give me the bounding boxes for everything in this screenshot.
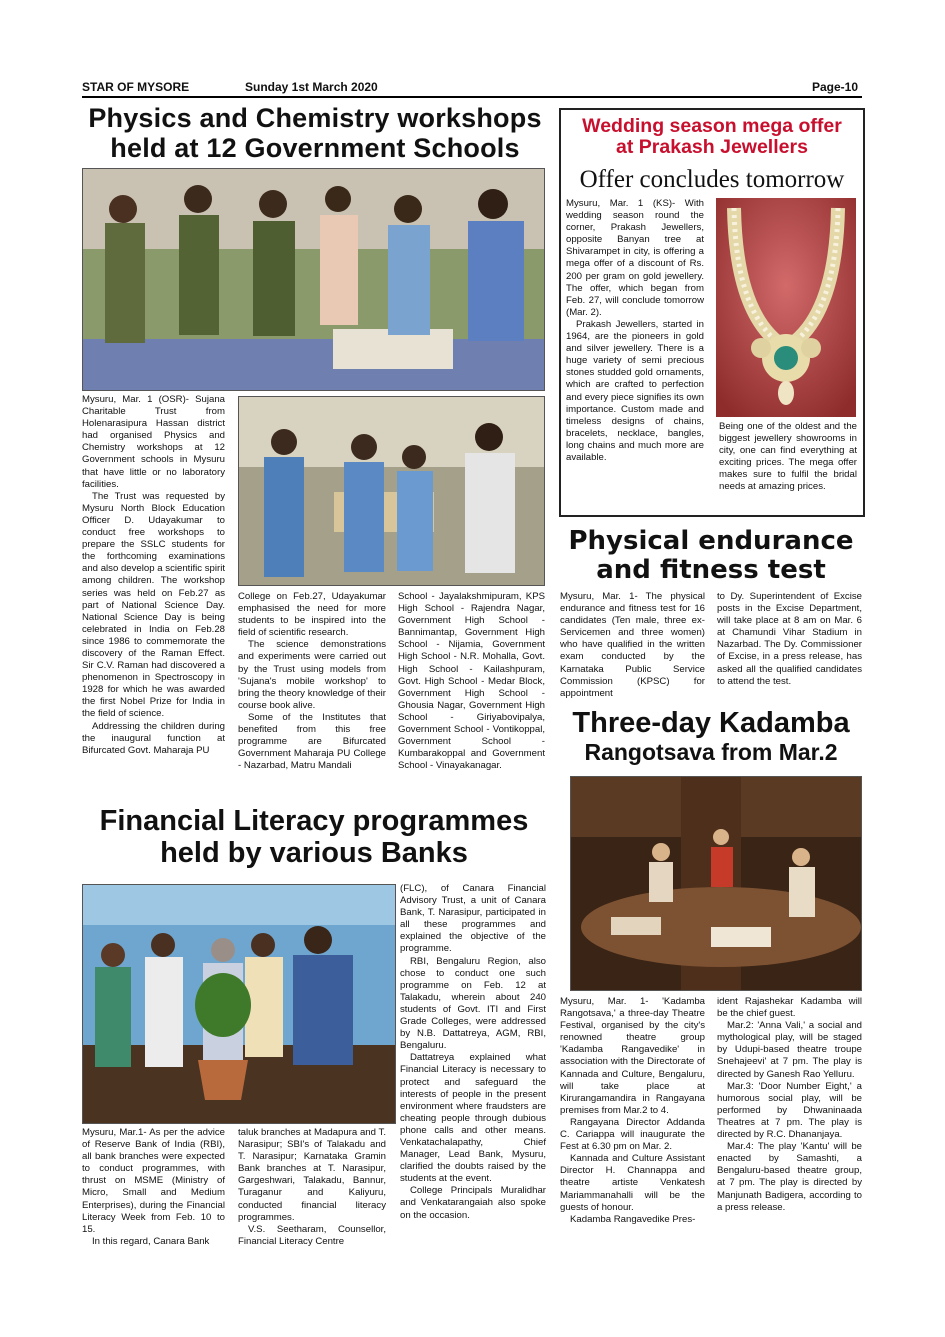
issue-date: Sunday 1st March 2020 xyxy=(245,80,378,94)
physics-col1-para: The Trust was requested by Mysuru North Block Education Officer D. Udayakumar to conduct free workshops to prepare the SSLC students for the forthcoming examinations and also develop a scientific spirit among children. The workshop series was held on Feb.27 as part of National Science Day. National Science Day is being celebrated in India on Feb.28 since 1986 to commemorate the discovery of the Raman Effect. Sir C.V. Raman had discovered a phenomenon in Spectroscopy in 1928 for which he was awarded the first Nobel Prize for India in the field of science. xyxy=(82,490,225,720)
kadamba-col2-para: Mar.3: 'Door Number Eight,' a humorous social play, will be performed by Dhwaninaada Theatres at 7 pm. The play is directed by R.C. Dhananjaya. xyxy=(717,1080,862,1141)
fitness-col-1 xyxy=(560,591,705,700)
fitness-col1-para: Mysuru, Mar. 1- The physical endurance and fitness test for 16 candidates (Ten male, three ex-Servicemen and three women) who have qualified in the written exam conducted by the Karnataka Public Service Commission (KPSC) for appointment xyxy=(560,591,705,699)
physics-col1-para: Addressing the children during the inaugural function at Bifurcated Govt. Maharaja PU xyxy=(82,720,225,756)
finance-headline-line2: held by various Banks xyxy=(160,836,468,869)
physics-headline xyxy=(80,104,550,163)
finance-col2-para: taluk branches at Madapura and T. Narasipur; SBI's of Talakadu and T. Narasipur; Karnataka Gramin Bank branches at T. Narasipur, Gargeshwari, Talakadu, Bannur, Turaganur and Kaliyuru, conducted financial literacy programmes. xyxy=(238,1127,386,1223)
kadamba-col2-para: Mar.4: The play 'Kantu' will be enacted by Samashti, a Bengaluru-based theatre group, at 7 pm. The play is directed by Manjunath Badigera, according to a press release. xyxy=(717,1141,862,1213)
necklace-caption xyxy=(719,421,857,494)
jewellery-headline xyxy=(562,116,862,159)
finance-col-1 xyxy=(82,1127,225,1248)
physics-col-3 xyxy=(398,591,545,772)
paper-name: STAR OF MYSORE xyxy=(82,80,190,94)
physics-headline-line1: Physics and Chemistry workshops xyxy=(88,103,542,133)
physics-col2-para: College on Feb.27, Udayakumar emphasised the need for more students to be inspired into the field of scientific research. xyxy=(238,591,386,639)
physics-col2-para: Some of the Institutes that benefited from this free programme are Bifurcated Government Maharaja PU College - Nazarbad, Matru Mandali xyxy=(238,711,386,772)
kadamba-col2-para: Mar.2: 'Anna Vali,' a social and mythological play, will be staged by Udupi-based theatre troupe Snehajeevi' at 7 pm. The play is directed by Ganesh Rao Yelluru. xyxy=(717,1020,862,1080)
kadamba-col-1 xyxy=(560,996,705,1226)
kadamba-headline-line1: Three-day Kadamba xyxy=(572,707,850,739)
finance-col3-para: (FLC), of Canara Financial Advisory Trust, a unit of Canara Bank, T. Narasipur, participated in all these programmes and explained the objective of the programme. xyxy=(400,883,546,955)
workshop-photo-second xyxy=(238,396,545,586)
necklace-caption-text: Being one of the oldest and the biggest jewellery showrooms in city, one can find everything at exciting prices. The mega offer makes sure to fulfil the bridal needs at amazing prices. xyxy=(719,421,857,493)
fitness-col-2 xyxy=(717,591,862,688)
necklace-photo xyxy=(716,198,856,417)
physics-headline-line2: held at 12 Government Schools xyxy=(110,132,520,163)
workshop-photo-main xyxy=(82,168,545,391)
finance-headline xyxy=(78,806,550,870)
finance-col-2 xyxy=(238,1127,386,1248)
fitness-headline xyxy=(555,527,867,584)
physics-col3-para: School - Jayalakshmipuram, KPS High School - Rajendra Nagar, Government High School - Bannimantap, Government High School - Nijamia, Government High School - N.R. Mohalla, Govt. High School - Kailashpuram, Govt. High School - Medar Block, Government High School - Ghousia Nagar, Government High School - Giriyabovipalya, Government School - Vontikoppal, Government School - Kumbarakoppal and Government School - Vinayakanagar. xyxy=(398,591,545,772)
masthead-rule xyxy=(82,96,862,98)
kadamba-col1-para: Mysuru, Mar. 1- 'Kadamba Rangotsava,' a three-day Theatre Festival, organised by the city's renowned theatre group 'Kadamba Rangavedike' in association with the Directorate of Kannada and Culture, Bengaluru, will take place at Kirurangamandira in Rangayana premises from Mar.2 to 4. xyxy=(560,996,705,1116)
kadamba-col-2 xyxy=(717,996,862,1214)
finance-headline-line1: Financial Literacy programmes xyxy=(99,805,529,837)
theatre-photo xyxy=(570,776,862,991)
fitness-headline-line2: and fitness test xyxy=(596,554,826,585)
finance-col2-para: V.S. Seetharam, Counsellor, Financial Literacy Centre xyxy=(238,1223,386,1247)
physics-col1-para: Mysuru, Mar. 1 (OSR)- Sujana Charitable Trust from Holenarasipura Hassan district had organised Physics and Chemistry workshops at 12 Government schools in Mysuru that have little or no laboratory facilities. xyxy=(82,394,225,490)
kadamba-headline xyxy=(556,708,866,765)
finance-col3-para: College Principals Muralidhar and Venkatarangaiah also spoke on the occasion. xyxy=(400,1185,546,1221)
kadamba-headline-line2: Rangotsava from Mar.2 xyxy=(584,738,838,765)
jewellery-headline-line1: Wedding season mega offer xyxy=(582,115,842,137)
jewellery-headline-line2: at Prakash Jewellers xyxy=(616,136,808,159)
fitness-headline-line1: Physical endurance xyxy=(568,526,854,556)
kadamba-col2-para: ident Rajashekar Kadamba will be the chief guest. xyxy=(717,996,862,1020)
jewellery-para: Prakash Jewellers, started in 1964, are the pioneers in gold and silver jewellery. There is a huge variety of semi precious stones studded gold ornaments, which are crafted to perfection and every piece signifies its own importance. Custom made and timeless designs of chains, bracelets, necklace, bangles, long chains and much more are available. xyxy=(566,318,704,463)
finance-col1-para: Mysuru, Mar.1- As per the advice of Reserve Bank of India (RBI), all bank branches were expected to conduct programmes, with thrust on MSME (Ministry of Micro, Small and Medium Enterprises), during the Financial Literacy Week from Feb. 10 to 15. xyxy=(82,1127,225,1235)
fitness-col2-para: to Dy. Superintendent of Excise posts in the Excise Department, will take place at 8 am on Mar. 6 at Chamundi Vihar Stadium in Nazarbad. The Dy. Commissioner of Excise, in a press release, has asked all the qualified candidates to attend the test. xyxy=(717,591,862,687)
jewellery-para: Mysuru, Mar. 1 (KS)- With wedding season round the corner, Prakash Jewellers, opposite Banyan tree at Shivarampet in city, is offering a mega offer of a discount of Rs. 200 per gram on gold jewellery. The offer, which began from Feb. 27, will conclude tomorrow (Mar. 2). xyxy=(566,198,704,318)
jewellery-body xyxy=(566,198,704,464)
page-number: Page-10 xyxy=(812,80,859,94)
finance-col1-para: In this regard, Canara Bank xyxy=(92,1235,210,1247)
physics-col-1 xyxy=(82,394,225,757)
kadamba-col1-para: Kadamba Rangavedike Pres- xyxy=(570,1213,696,1225)
jewellery-subhead: Offer concludes tomorrow xyxy=(579,166,845,193)
physics-col2-para: The science demonstrations and experiments were carried out by the Trust using models from 'Sujana's mobile workshop' to bring the theory knowledge of their course book alive. xyxy=(238,639,386,711)
finance-col3-para: RBI, Bengaluru Region, also chose to conduct one such programme on Feb. 12 at Talakadu, wherein about 240 students of Govt. ITI and First Grade Colleges, were addressed by N.B. Dattatreya, AGM, RBI, Bengaluru. xyxy=(400,955,546,1052)
physics-col-2 xyxy=(238,591,386,772)
finance-col-3 xyxy=(400,883,546,1222)
kadamba-col1-para: Rangayana Director Addanda C. Cariappa will inaugurate the Fest at 6.30 pm on Mar. 2. xyxy=(560,1116,705,1153)
kadamba-col1-para: Kannada and Culture Assistant Director H. Channappa and theatre artiste Venkatesh Mariammanahalli will be the guests of honour. xyxy=(560,1153,705,1213)
finance-col3-para: Dattatreya explained what Financial Literacy is necessary to protect and safeguard the interests of people in the present environment where fraudsters are cheating people through dubious phone calls and other means. Venkatachalapathy, Chief Manager, Lead Bank, Mysuru, clarified the doubts raised by the students at the event. xyxy=(400,1052,546,1185)
finance-photo xyxy=(82,884,396,1124)
